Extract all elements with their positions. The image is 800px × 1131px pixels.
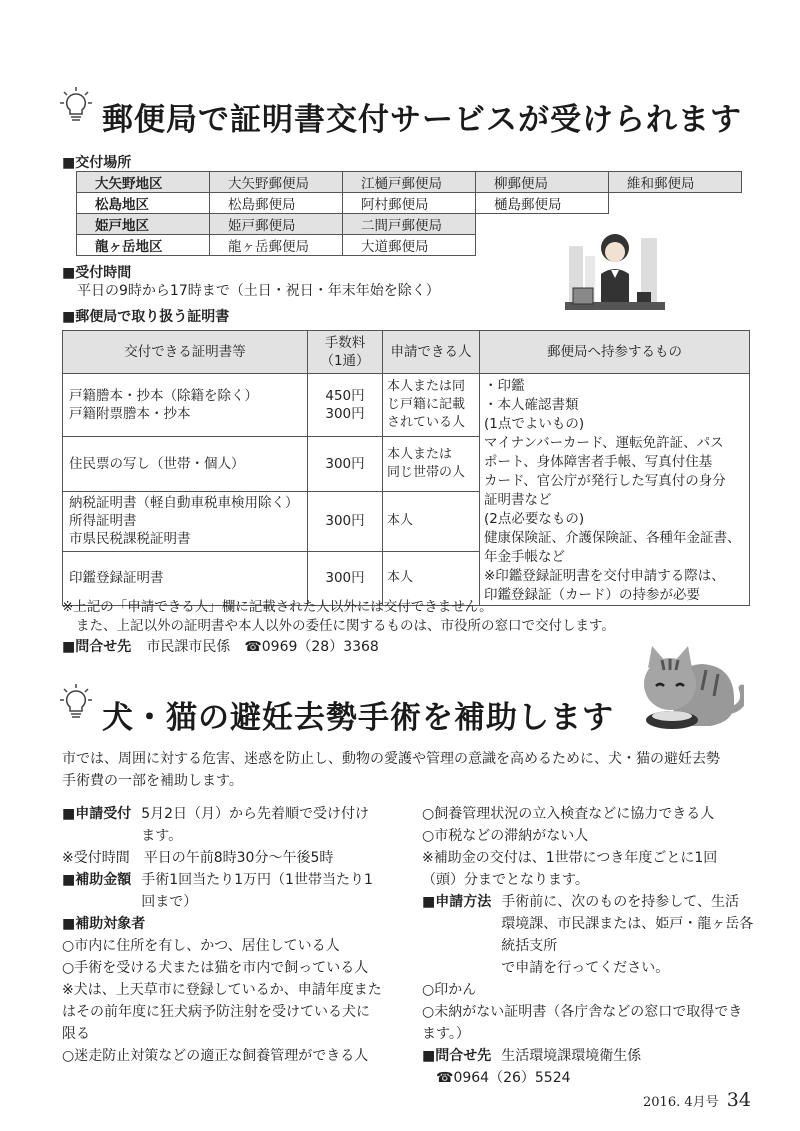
table-header-row bbox=[63, 331, 750, 374]
target-label: ■補助対象者 bbox=[62, 916, 146, 932]
cert-applicant: 本人または 同じ世帯の人 bbox=[383, 436, 480, 491]
cert-applicant: 本人または同 じ戸籍に記載 されている人 bbox=[383, 374, 480, 437]
list-item: ※犬は、上天草市に登録しているか、申請年度また はその前年度に狂犬病予防注射を受けている犬に 限る bbox=[62, 982, 382, 1042]
page-number: 34 bbox=[726, 1089, 751, 1111]
col-header-cert: 交付できる証明書等 bbox=[63, 331, 308, 374]
post-office: 二間戸郵便局 bbox=[343, 214, 476, 235]
lightbulb-icon bbox=[60, 683, 92, 721]
area-name: 大矢野地区 bbox=[77, 172, 210, 193]
col-header-bring: 郵便局へ持参するもの bbox=[480, 331, 750, 374]
list-item: ○市内に住所を有し、かつ、居住している人 bbox=[62, 938, 340, 954]
lightbulb-icon bbox=[60, 86, 92, 124]
office-worker-illustration bbox=[565, 218, 665, 320]
page-footer bbox=[643, 1089, 751, 1111]
area-name: 姫戸地区 bbox=[77, 214, 210, 235]
certs-heading: ■郵便局で取り扱う証明書 bbox=[62, 309, 230, 325]
location-row-matsushima bbox=[77, 193, 742, 214]
col-header-fee: 手数料 （1通） bbox=[308, 331, 383, 374]
application-period bbox=[62, 803, 402, 847]
post-office: 樋島郵便局 bbox=[476, 193, 609, 214]
locations-heading: ■交付場所 bbox=[62, 155, 132, 171]
area-name: 松島地区 bbox=[77, 193, 210, 214]
method-text: 手術前に、次のものを持参して、生活 環境課、市民課または、姫戸・龍ヶ岳各統括支所 で申請を行ってください。 bbox=[501, 894, 754, 976]
cat-illustration bbox=[632, 640, 744, 732]
contact-line-2 bbox=[422, 1045, 762, 1067]
post-office: 大矢野郵便局 bbox=[210, 172, 343, 193]
post-office: 龍ヶ岳郵便局 bbox=[210, 235, 343, 256]
contact-line-1 bbox=[62, 636, 379, 657]
list-item: ○手術を受ける犬または猫を市内で飼っている人 bbox=[62, 960, 369, 976]
cert-name: 印鑑登録証明書 bbox=[63, 551, 308, 605]
table-row bbox=[63, 374, 750, 437]
section1-title: 郵便局で証明書交付サービスが受けられます bbox=[102, 102, 742, 138]
list-item: ○飼養管理状況の立入検査などに協力できる人 bbox=[422, 806, 715, 822]
list-item: ○未納がない証明書（各庁舎などの窓口で取得でき ます。） bbox=[422, 1004, 743, 1042]
location-row-oyano bbox=[77, 172, 742, 193]
post-office: 江樋戸郵便局 bbox=[343, 172, 476, 193]
right-column bbox=[422, 803, 762, 1089]
table-note-2: また、上記以外の証明書や本人以外の委任に関するものは、市役所の窓口で交付します。 bbox=[76, 618, 615, 634]
method-label: ■申請方法 bbox=[422, 894, 492, 910]
certificates-table bbox=[62, 330, 750, 606]
contact-label: ■問合せ先 bbox=[62, 639, 132, 655]
section2-intro: 市では、周囲に対する危害、迷惑を防止し、動物の愛護や管理の意識を高めるために、犬・猫の避妊去勢 手術費の一部を補助します。 bbox=[62, 751, 720, 789]
contact-tel: ☎0964（26）5524 bbox=[436, 1070, 571, 1086]
reception-hours: ※受付時間 平日の午前8時30分～午後5時 bbox=[62, 850, 334, 866]
post-office: 松島郵便局 bbox=[210, 193, 343, 214]
cert-fee: 300円 bbox=[308, 436, 383, 491]
bring-items: ・印鑑 ・本人確認書類 (1点でよいもの) マイナンバーカード、運転免許証、パス ポート、身体障害者手帳、写真付住基 カード、官公庁が発行した写真付の身分 証明書など (2点必要なもの) 健康保険証、介護保険証、各種年金証書、 年金手帳など ※印鑑登録証明書を交付申請する際は、 印鑑登録証（カード）の持参が必要 bbox=[480, 374, 750, 606]
list-item: ○迷走防止対策などの適正な飼養管理ができる人 bbox=[62, 1048, 369, 1064]
table-note-1: ※上記の「申請できる人」欄に記載された人以外には交付できません。 bbox=[62, 599, 493, 615]
col-header-applicant: 申請できる人 bbox=[383, 331, 480, 374]
application-label: ■申請受付 bbox=[62, 806, 132, 822]
contact-label: ■問合せ先 bbox=[422, 1048, 492, 1064]
cert-name: 戸籍謄本・抄本（除籍を除く） 戸籍附票謄本・抄本 bbox=[63, 374, 308, 437]
cert-name: 納税証明書（軽自動車税車検用除く） 所得証明書 市県民税課税証明書 bbox=[63, 492, 308, 552]
cert-applicant: 本人 bbox=[383, 492, 480, 552]
contact-text: 市民課市民係 ☎0969（28）3368 bbox=[146, 639, 379, 655]
post-office: 姫戸郵便局 bbox=[210, 214, 343, 235]
list-item: ○印かん bbox=[422, 982, 477, 998]
cert-name: 住民票の写し（世帯・個人） bbox=[63, 436, 308, 491]
list-item: ※補助金の交付は、1世帯につき年度ごとに1回 （頭）分までとなります。 bbox=[422, 850, 718, 888]
post-office: 阿村郵便局 bbox=[343, 193, 476, 214]
application-text: 5月2日（月）から先着順で受け付け ます。 bbox=[141, 806, 370, 844]
amount-label: ■補助金額 bbox=[62, 872, 132, 888]
issue-label: 2016. 4月号 bbox=[643, 1095, 719, 1110]
subsidy-amount bbox=[62, 869, 402, 913]
post-office: 柳郵便局 bbox=[476, 172, 609, 193]
amount-text: 手術1回当たり1万円（1世帯当たり1 回まで） bbox=[141, 872, 373, 910]
cert-applicant: 本人 bbox=[383, 551, 480, 605]
area-name: 龍ヶ岳地区 bbox=[77, 235, 210, 256]
section2-title: 犬・猫の避妊去勢手術を補助します bbox=[102, 700, 614, 736]
left-column bbox=[62, 803, 402, 1067]
application-method bbox=[422, 891, 762, 979]
hours-heading: ■受付時間 bbox=[62, 265, 132, 281]
cert-fee: 450円 300円 bbox=[308, 374, 383, 437]
hours-text: 平日の9時から17時まで（土日・祝日・年末年始を除く） bbox=[77, 283, 440, 299]
list-item: ○市税などの滞納がない人 bbox=[422, 828, 589, 844]
cert-fee: 300円 bbox=[308, 551, 383, 605]
post-office: 大道郵便局 bbox=[343, 235, 476, 256]
post-office: 維和郵便局 bbox=[609, 172, 742, 193]
contact-dept: 生活環境課環境衛生係 bbox=[501, 1048, 642, 1064]
cert-fee: 300円 bbox=[308, 492, 383, 552]
